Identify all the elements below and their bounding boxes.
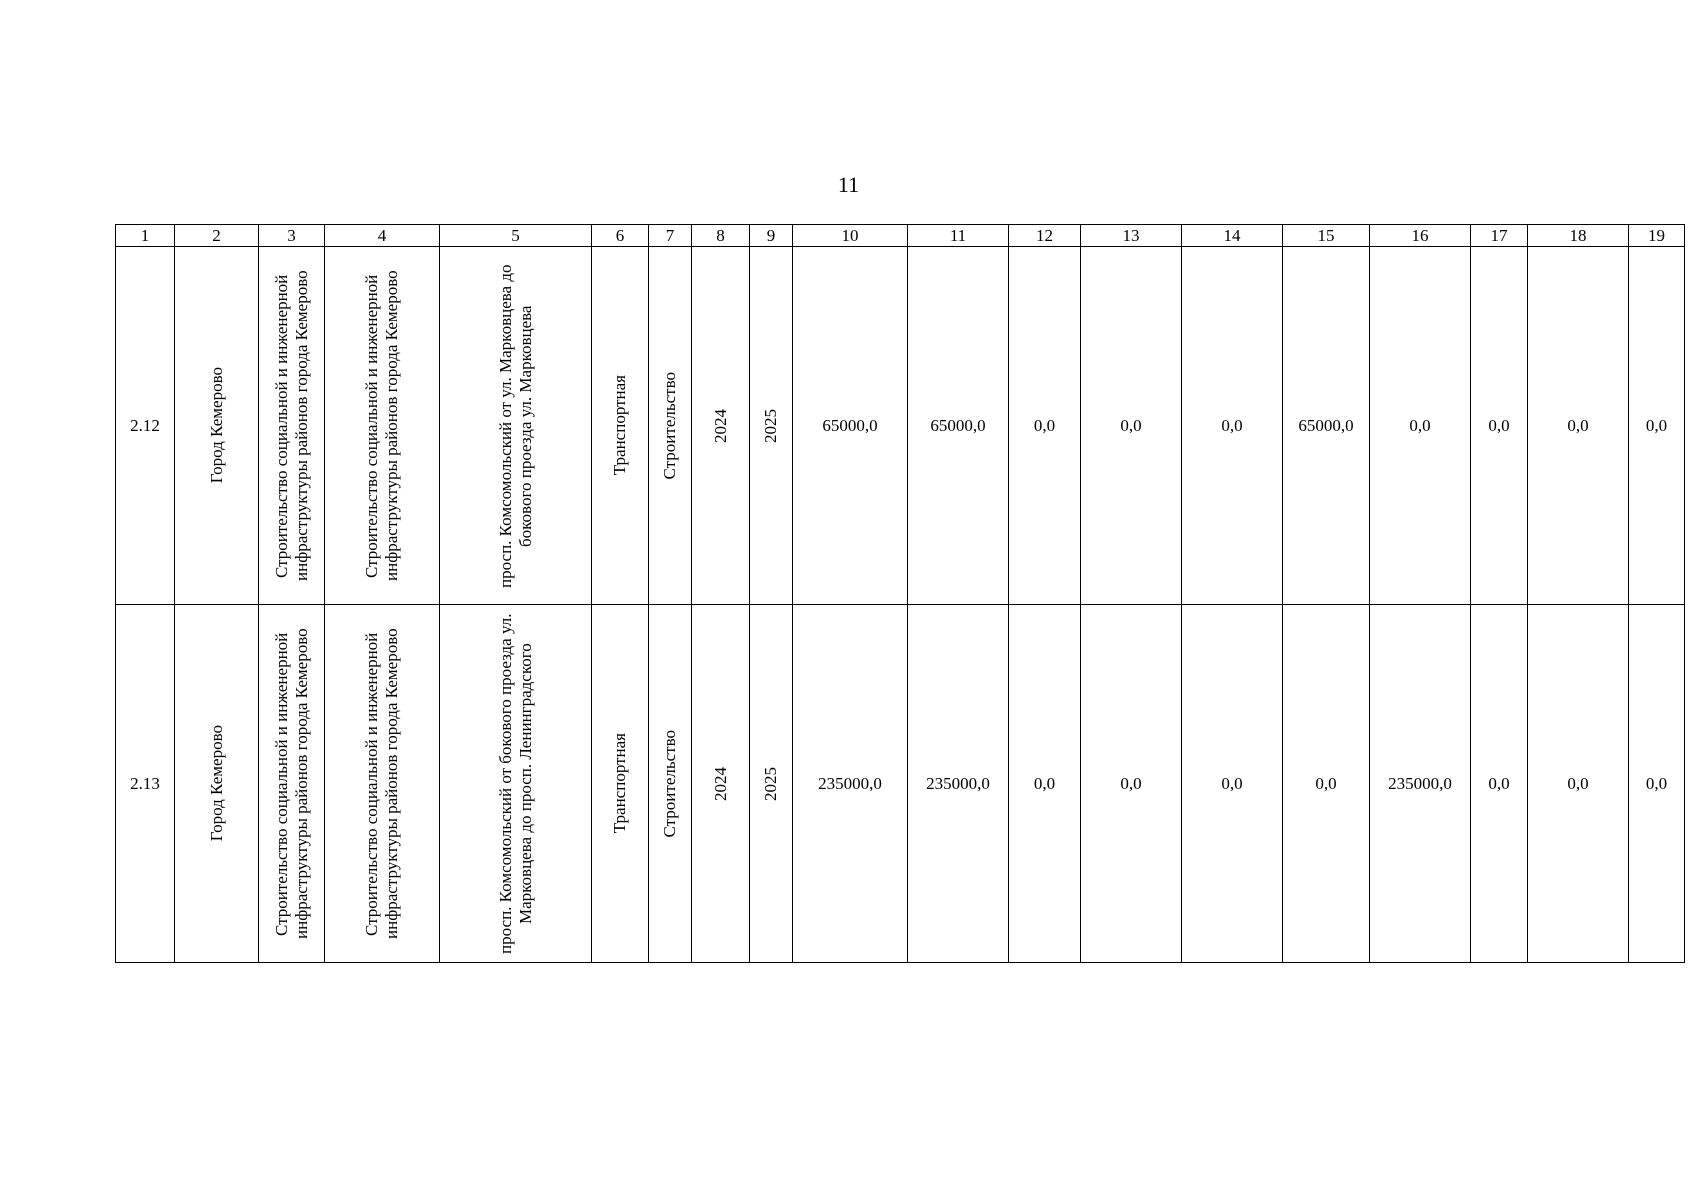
infra-type-text: Транспортная [610, 733, 629, 834]
value-cell-12: 0,0 [1009, 605, 1081, 963]
year-end-text: 2025 [761, 408, 780, 443]
table-row [116, 605, 1685, 963]
work-type-cell [649, 247, 692, 605]
table-row [116, 247, 1685, 605]
column-number: 15 [1283, 225, 1370, 247]
page-number: 11 [837, 172, 860, 197]
project-text: Строительство социальной и инженерной инфраструктуры районов города Кемерово [362, 628, 401, 939]
program-text: Строительство социальной и инженерной инфраструктуры районов города Кемерово [271, 628, 311, 939]
investment-table [115, 224, 1685, 963]
year-start-cell [692, 605, 750, 963]
project-cell [325, 605, 440, 963]
municipality-text: Город Кемерово [206, 725, 226, 842]
infra-type-cell [592, 247, 649, 605]
value-cell-19: 0,0 [1629, 605, 1685, 963]
value-cell-18: 0,0 [1528, 247, 1629, 605]
row-number: 2.13 [116, 605, 175, 963]
column-number: 6 [592, 225, 649, 247]
value-cell-14: 0,0 [1182, 247, 1283, 605]
program-cell [259, 605, 325, 963]
column-number: 4 [325, 225, 440, 247]
value-cell-15: 0,0 [1283, 605, 1370, 963]
program-text: Строительство социальной и инженерной инфраструктуры районов города Кемерово [271, 270, 311, 581]
column-number: 11 [908, 225, 1009, 247]
work-type-cell [649, 605, 692, 963]
column-number: 17 [1471, 225, 1528, 247]
value-cell-13: 0,0 [1081, 247, 1182, 605]
column-number: 13 [1081, 225, 1182, 247]
value-cell-10: 235000,0 [793, 605, 908, 963]
column-number: 1 [116, 225, 175, 247]
program-cell [259, 247, 325, 605]
work-type-text: Строительство [660, 371, 679, 480]
value-cell-16: 0,0 [1370, 247, 1471, 605]
column-number: 8 [692, 225, 750, 247]
year-end-cell [750, 605, 793, 963]
municipality-text: Город Кемерово [206, 367, 226, 484]
object-text: просп. Комсомольский от бокового проезда ул. Марковцева до просп. Ленинградского [495, 613, 535, 954]
column-number: 3 [259, 225, 325, 247]
year-end-text: 2025 [761, 766, 780, 801]
year-end-cell [750, 247, 793, 605]
work-type-text: Строительство [660, 729, 679, 838]
object-text: просп. Комсомольский от ул. Марковцева до бокового проезда ул. Марковцева [495, 263, 535, 588]
column-number: 9 [750, 225, 793, 247]
value-cell-17: 0,0 [1471, 247, 1528, 605]
column-number: 12 [1009, 225, 1081, 247]
column-number: 10 [793, 225, 908, 247]
infra-type-cell [592, 605, 649, 963]
value-cell-16: 235000,0 [1370, 605, 1471, 963]
project-cell [325, 247, 440, 605]
object-cell [440, 247, 592, 605]
value-cell-12: 0,0 [1009, 247, 1081, 605]
year-start-text: 2024 [710, 766, 730, 801]
municipality-cell [175, 247, 259, 605]
column-number-row [116, 225, 1685, 247]
municipality-cell [175, 605, 259, 963]
year-start-text: 2024 [710, 408, 730, 443]
column-number: 5 [440, 225, 592, 247]
column-number: 18 [1528, 225, 1629, 247]
column-number: 14 [1182, 225, 1283, 247]
column-number: 7 [649, 225, 692, 247]
value-cell-10: 65000,0 [793, 247, 908, 605]
column-number: 19 [1629, 225, 1685, 247]
column-number: 2 [175, 225, 259, 247]
year-start-cell [692, 247, 750, 605]
infra-type-text: Транспортная [610, 375, 629, 476]
column-number: 16 [1370, 225, 1471, 247]
value-cell-15: 65000,0 [1283, 247, 1370, 605]
value-cell-17: 0,0 [1471, 605, 1528, 963]
object-cell [440, 605, 592, 963]
row-number: 2.12 [116, 247, 175, 605]
value-cell-13: 0,0 [1081, 605, 1182, 963]
value-cell-11: 65000,0 [908, 247, 1009, 605]
value-cell-11: 235000,0 [908, 605, 1009, 963]
project-text: Строительство социальной и инженерной инфраструктуры районов города Кемерово [362, 270, 401, 581]
value-cell-18: 0,0 [1528, 605, 1629, 963]
value-cell-14: 0,0 [1182, 605, 1283, 963]
value-cell-19: 0,0 [1629, 247, 1685, 605]
